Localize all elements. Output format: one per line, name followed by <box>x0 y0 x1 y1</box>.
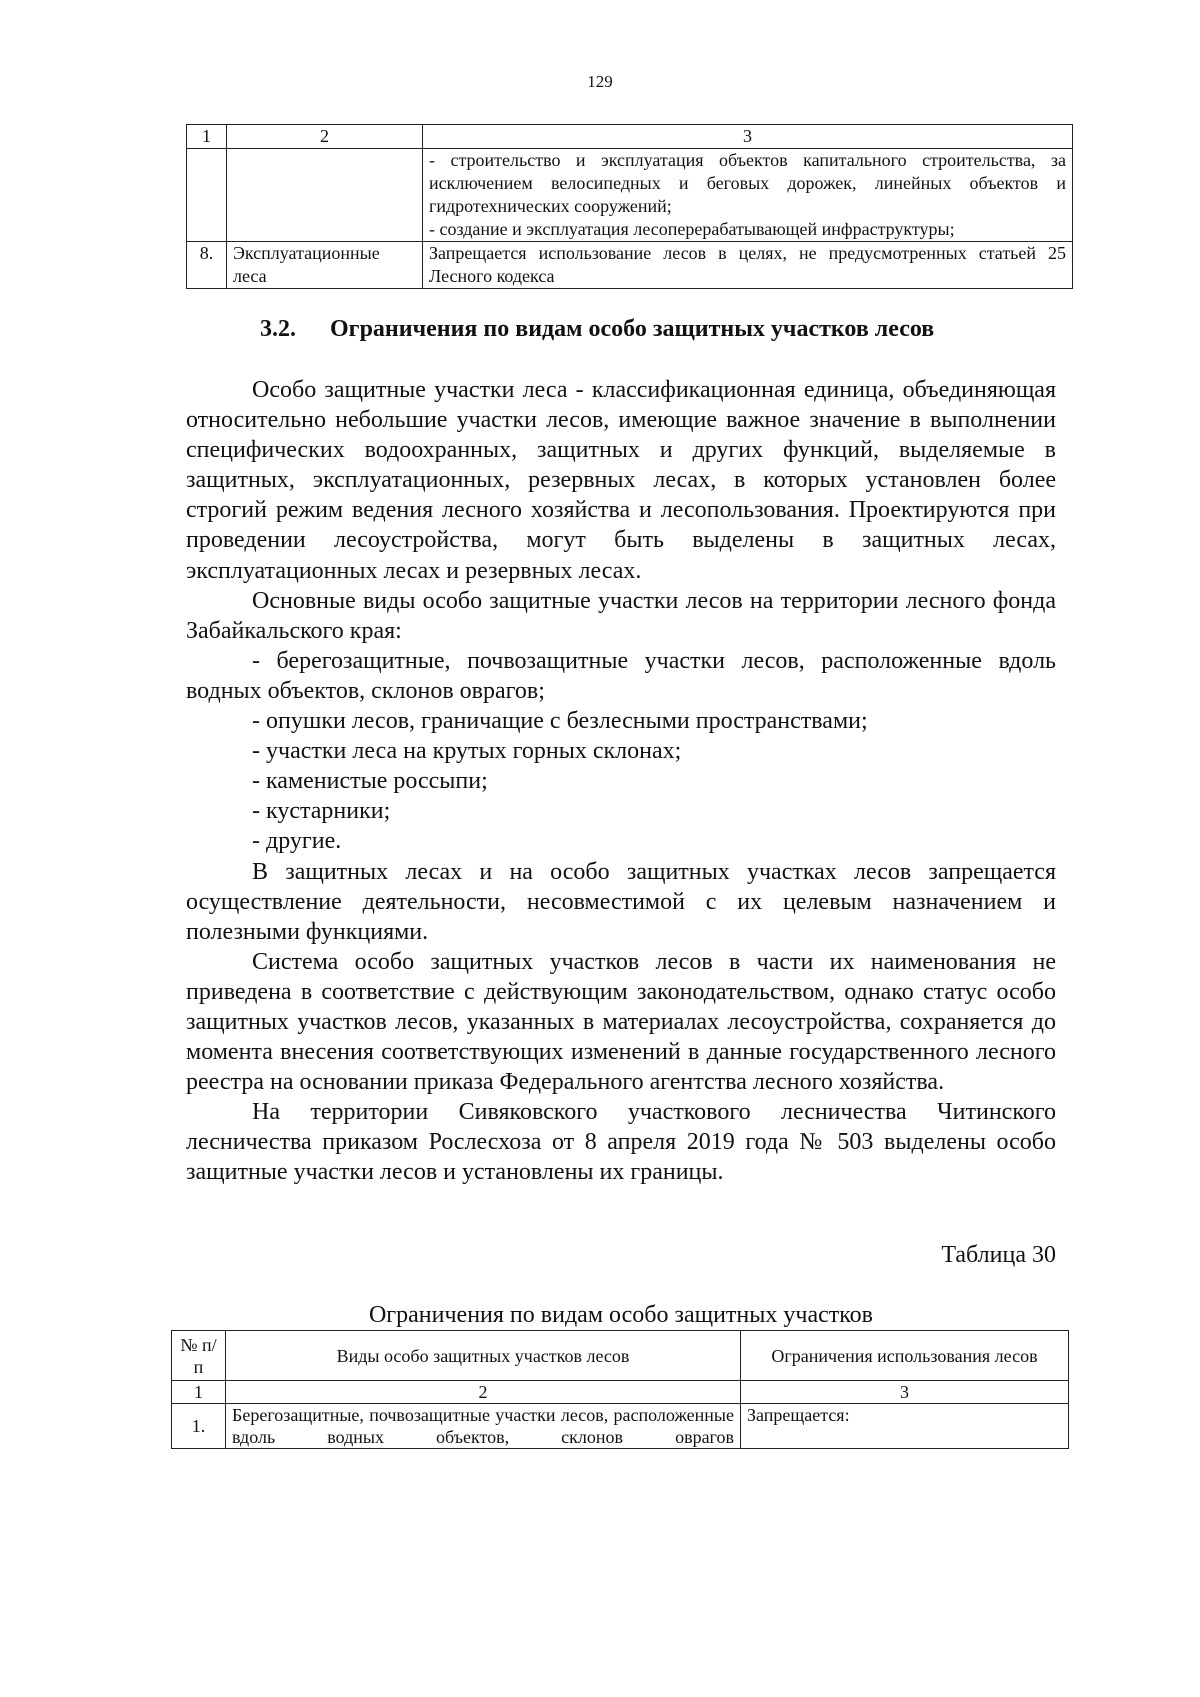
table-header-cell: Виды особо защитных участков лесов <box>226 1331 741 1381</box>
body-text <box>186 375 1056 1188</box>
row-number: 1. <box>172 1404 226 1449</box>
table-header-cell: Ограничения использования лесов <box>741 1331 1069 1381</box>
paragraph: Основные виды особо защитные участки лесов на территории лесного фонда Забайкальского края: <box>186 587 1056 644</box>
page-number: 129 <box>587 72 613 91</box>
list-item: - другие. <box>252 828 342 855</box>
restriction-line: - создание и эксплуатация лесоперерабатывающей инфраструктуры; <box>429 219 955 239</box>
section-number: 3.2. <box>260 316 296 342</box>
column-number-row <box>172 1381 1069 1404</box>
table-header-cell: № п/п <box>172 1331 226 1381</box>
table-header-cell: 2 <box>227 125 423 149</box>
paragraph: На территории Сивяковского участкового лесничества Читинского лесничества приказом Рослесхоза от 8 апреля 2019 года № 503 выделены особо защитные участки лесов и установлены их границы. <box>186 1099 1056 1186</box>
restriction-text <box>423 242 1073 289</box>
table-header-cell: 3 <box>423 125 1073 149</box>
column-number: 2 <box>226 1381 741 1404</box>
list-item: - участки леса на крутых горных склонах; <box>252 738 682 765</box>
table-header-row <box>187 125 1073 149</box>
column-number: 3 <box>741 1381 1069 1404</box>
column-number: 1 <box>172 1381 226 1404</box>
list-item: - берегозащитные, почвозащитные участки лесов, расположенные вдоль водных объектов, склонов оврагов; <box>186 647 1056 704</box>
table-caption: Таблица 30 <box>941 1242 1056 1268</box>
restriction-text: Запрещается: <box>741 1404 1069 1449</box>
restriction-line: Запрещается использование лесов в целях, не предусмотренных статьей 25 Лесного кодекса <box>429 243 1066 286</box>
list-item: - опушки лесов, граничащие с безлесными пространствами; <box>252 708 868 735</box>
protective-area-kind: Берегозащитные, почвозащитные участки лесов, расположенные вдоль водных объектов, склонов оврагов <box>226 1404 741 1449</box>
list-item: - каменистые россыпи; <box>252 768 488 795</box>
protective-areas-table <box>171 1330 1069 1449</box>
table-row <box>187 149 1073 242</box>
section-title: Ограничения по видам особо защитных участков лесов <box>330 316 935 342</box>
paragraph: В защитных лесах и на особо защитных участках лесов запрещается осуществление деятельности, несовместимой с их целевым назначением и полезными функциями. <box>186 858 1056 945</box>
table-header-row <box>172 1331 1069 1381</box>
list-item: - кустарники; <box>252 798 391 825</box>
forest-category <box>227 149 423 242</box>
table-row <box>172 1404 1069 1449</box>
row-number <box>187 149 227 242</box>
paragraph: Особо защитные участки леса - классификационная единица, объединяющая относительно небольшие участки лесов, имеющие важное значение в выполнении специфических водоохранных, защитных и других функций, выделяемые в защитных, эксплуатационных, резервных лесах, в которых установлен более строгий режим ведения лесного хозяйства и лесопользования. Проектируются при проведении лесоустройства, могут быть выделены в защитных лесах, эксплуатационных лесах и резервных лесах. <box>186 377 1056 584</box>
restrictions-table-continued <box>186 124 1073 289</box>
table-title: Ограничения по видам особо защитных участков <box>368 1302 874 1328</box>
paragraph: Система особо защитных участков лесов в части их наименования не приведена в соответствие с действующим законодательством, однако статус особо защитных участков лесов, указанных в материалах лесоустройства, сохраняется до момента внесения соответствующих изменений в данные государственного лесного реестра на основании приказа Федерального агентства лесного хозяйства. <box>186 948 1056 1096</box>
forest-category: Эксплуатационные леса <box>227 242 423 289</box>
restriction-text <box>423 149 1073 242</box>
section-heading <box>260 316 934 343</box>
row-number: 8. <box>187 242 227 289</box>
restriction-line: - строительство и эксплуатация объектов капитального строительства, за исключением велосипедных и беговых дорожек, линейных объектов и гидротехнических сооружений; <box>429 150 1066 216</box>
table-header-cell: 1 <box>187 125 227 149</box>
table-row <box>187 242 1073 289</box>
